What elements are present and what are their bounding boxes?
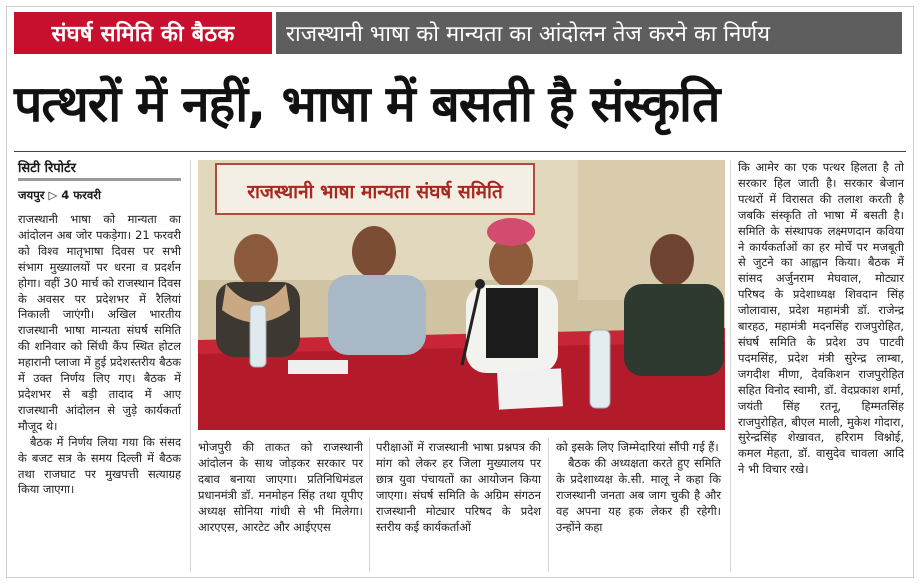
column-divider [369,438,370,572]
column-divider [548,438,549,572]
headline-rule [14,151,906,152]
column-divider [190,160,191,572]
article-column-4 [556,440,721,535]
paragraph: कि आमेर का एक पत्थर हिलता है तो सरकार हिल जाती है। सरकार बेजान पत्थरों में विरासत की तलाश करती है जबकि संस्कृति तो भाषा में बसती है। समिति के संस्थापक लक्ष्मणदान कविया ने कार्यकर्ताओं का हर मोर्चे पर मजबूती से जुटने का आह्वान किया। बैठक में सांसद अर्जुनराम मेघवाल, मोट्यार परिषद के प्रदेशाध्यक्ष शिवदान सिंह जोलावास, प्रदेश महामंत्री डॉ. राजेन्द्र बारहठ, महामंत्री मदनसिंह राजपुरोहित, संघर्ष समिति के प्रदेश उप पाटवी पदमसिंह, प्रदेश मंत्री सुरेन्द्र लाम्बा, जगदीश मीणा, देवकिशन राजपुरोहित सहित विनोद स्वामी, डॉ. वेदप्रकाश शर्मा, जयंती सिंह रतनू, हिम्मतसिंह राजपुरोहित, बीएल माली, मुकेश गोदारा, सुरेन्द्रसिंह शेखावत, हरिराम विश्नोई, कमल मेहता, डॉ. वासुदेव चावला आदि ने भी विचार रखे। [738,160,904,477]
main-headline: पत्थरों में नहीं, भाषा में बसती है संस्कृति [14,75,720,133]
paragraph: बैठक में निर्णय लिया गया कि संसद के बजट सत्र के समय दिल्ली में बैठक तथा राजघाट पर मुखपत्ती सत्याग्रह किया जाएगा। [18,434,181,497]
paragraph: भोजपुरी की ताकत को राजस्थानी आंदोलन के साथ जोड़कर सरकार पर दबाव बनाया जाएगा। प्रतिनिधिमंडल प्रधानमंत्री डॉ. मनमोहन सिंह तथा यूपीए अध्यक्ष सोनिया गांधी से भी मिलेगा। आरएएस, आरटेट और आईएएस [198,440,363,534]
paragraph: राजस्थानी भाषा को मान्यता का आंदोलन अब जोर पकड़ेगा। 21 फरवरी को विश्व मातृभाषा दिवस पर सभी संभाग मुख्यालयों पर धरना व प्रदर्शन होगा। वहीं 30 मार्च को राजस्थान दिवस के अवसर पर प्रदेशभर में रैलियां निकाली जाएंगी। अखिल भारतीय राजस्थानी भाषा मान्यता संघर्ष समिति की शनिवार को सिंधी कैंप स्थित होटल महारानी प्लाजा में हुई प्रदेशस्तरीय बैठक में उक्त निर्णय लिए गए। बैठक में प्रदेशभर से बड़ी तादाद में आए राजस्थानी आंदोलन से जुड़े कार्यकर्ता मौजूद थे। [18,212,181,433]
article-column-2 [198,440,363,535]
news-photo [198,160,725,430]
paragraph: बैठक की अध्यक्षता करते हुए समिति के प्रदेशाध्यक्ष के.सी. मालू ने कहा कि राजस्थानी जनता अब जाग चुकी है और वह अपना यह हक लेकर ही रहेगी। उन्होंने कहा [556,455,721,534]
dateline: जयपुर ▷ 4 फरवरी [18,188,101,202]
kicker-label: संघर्ष समिति की बैठक [14,12,272,54]
article-column-5 [738,160,904,478]
strap-headline: राजस्थानी भाषा को मान्यता का आंदोलन तेज करने का निर्णय [276,12,902,54]
byline: सिटी रिपोर्टर [18,158,181,181]
banner-text: राजस्थानी भाषा मान्यता संघर्ष समिति [247,181,503,203]
paragraph: को इसके लिए जिम्मेदारियां सौंपी गई हैं। [556,440,719,454]
paragraph: परीक्षाओं में राजस्थानी भाषा प्रश्नपत्र की मांग को लेकर हर जिला मुख्यालय पर छात्र युवा पंचायतों का आयोजन किया जाएगा। संघर्ष समिति के अग्रिम संगठन राजस्थानी मोट्यार परिषद के प्रदेश स्तरीय कई कार्यकर्ताओं [376,440,541,534]
article-column-1 [18,212,181,498]
column-divider [730,160,731,572]
article-column-3 [376,440,541,535]
